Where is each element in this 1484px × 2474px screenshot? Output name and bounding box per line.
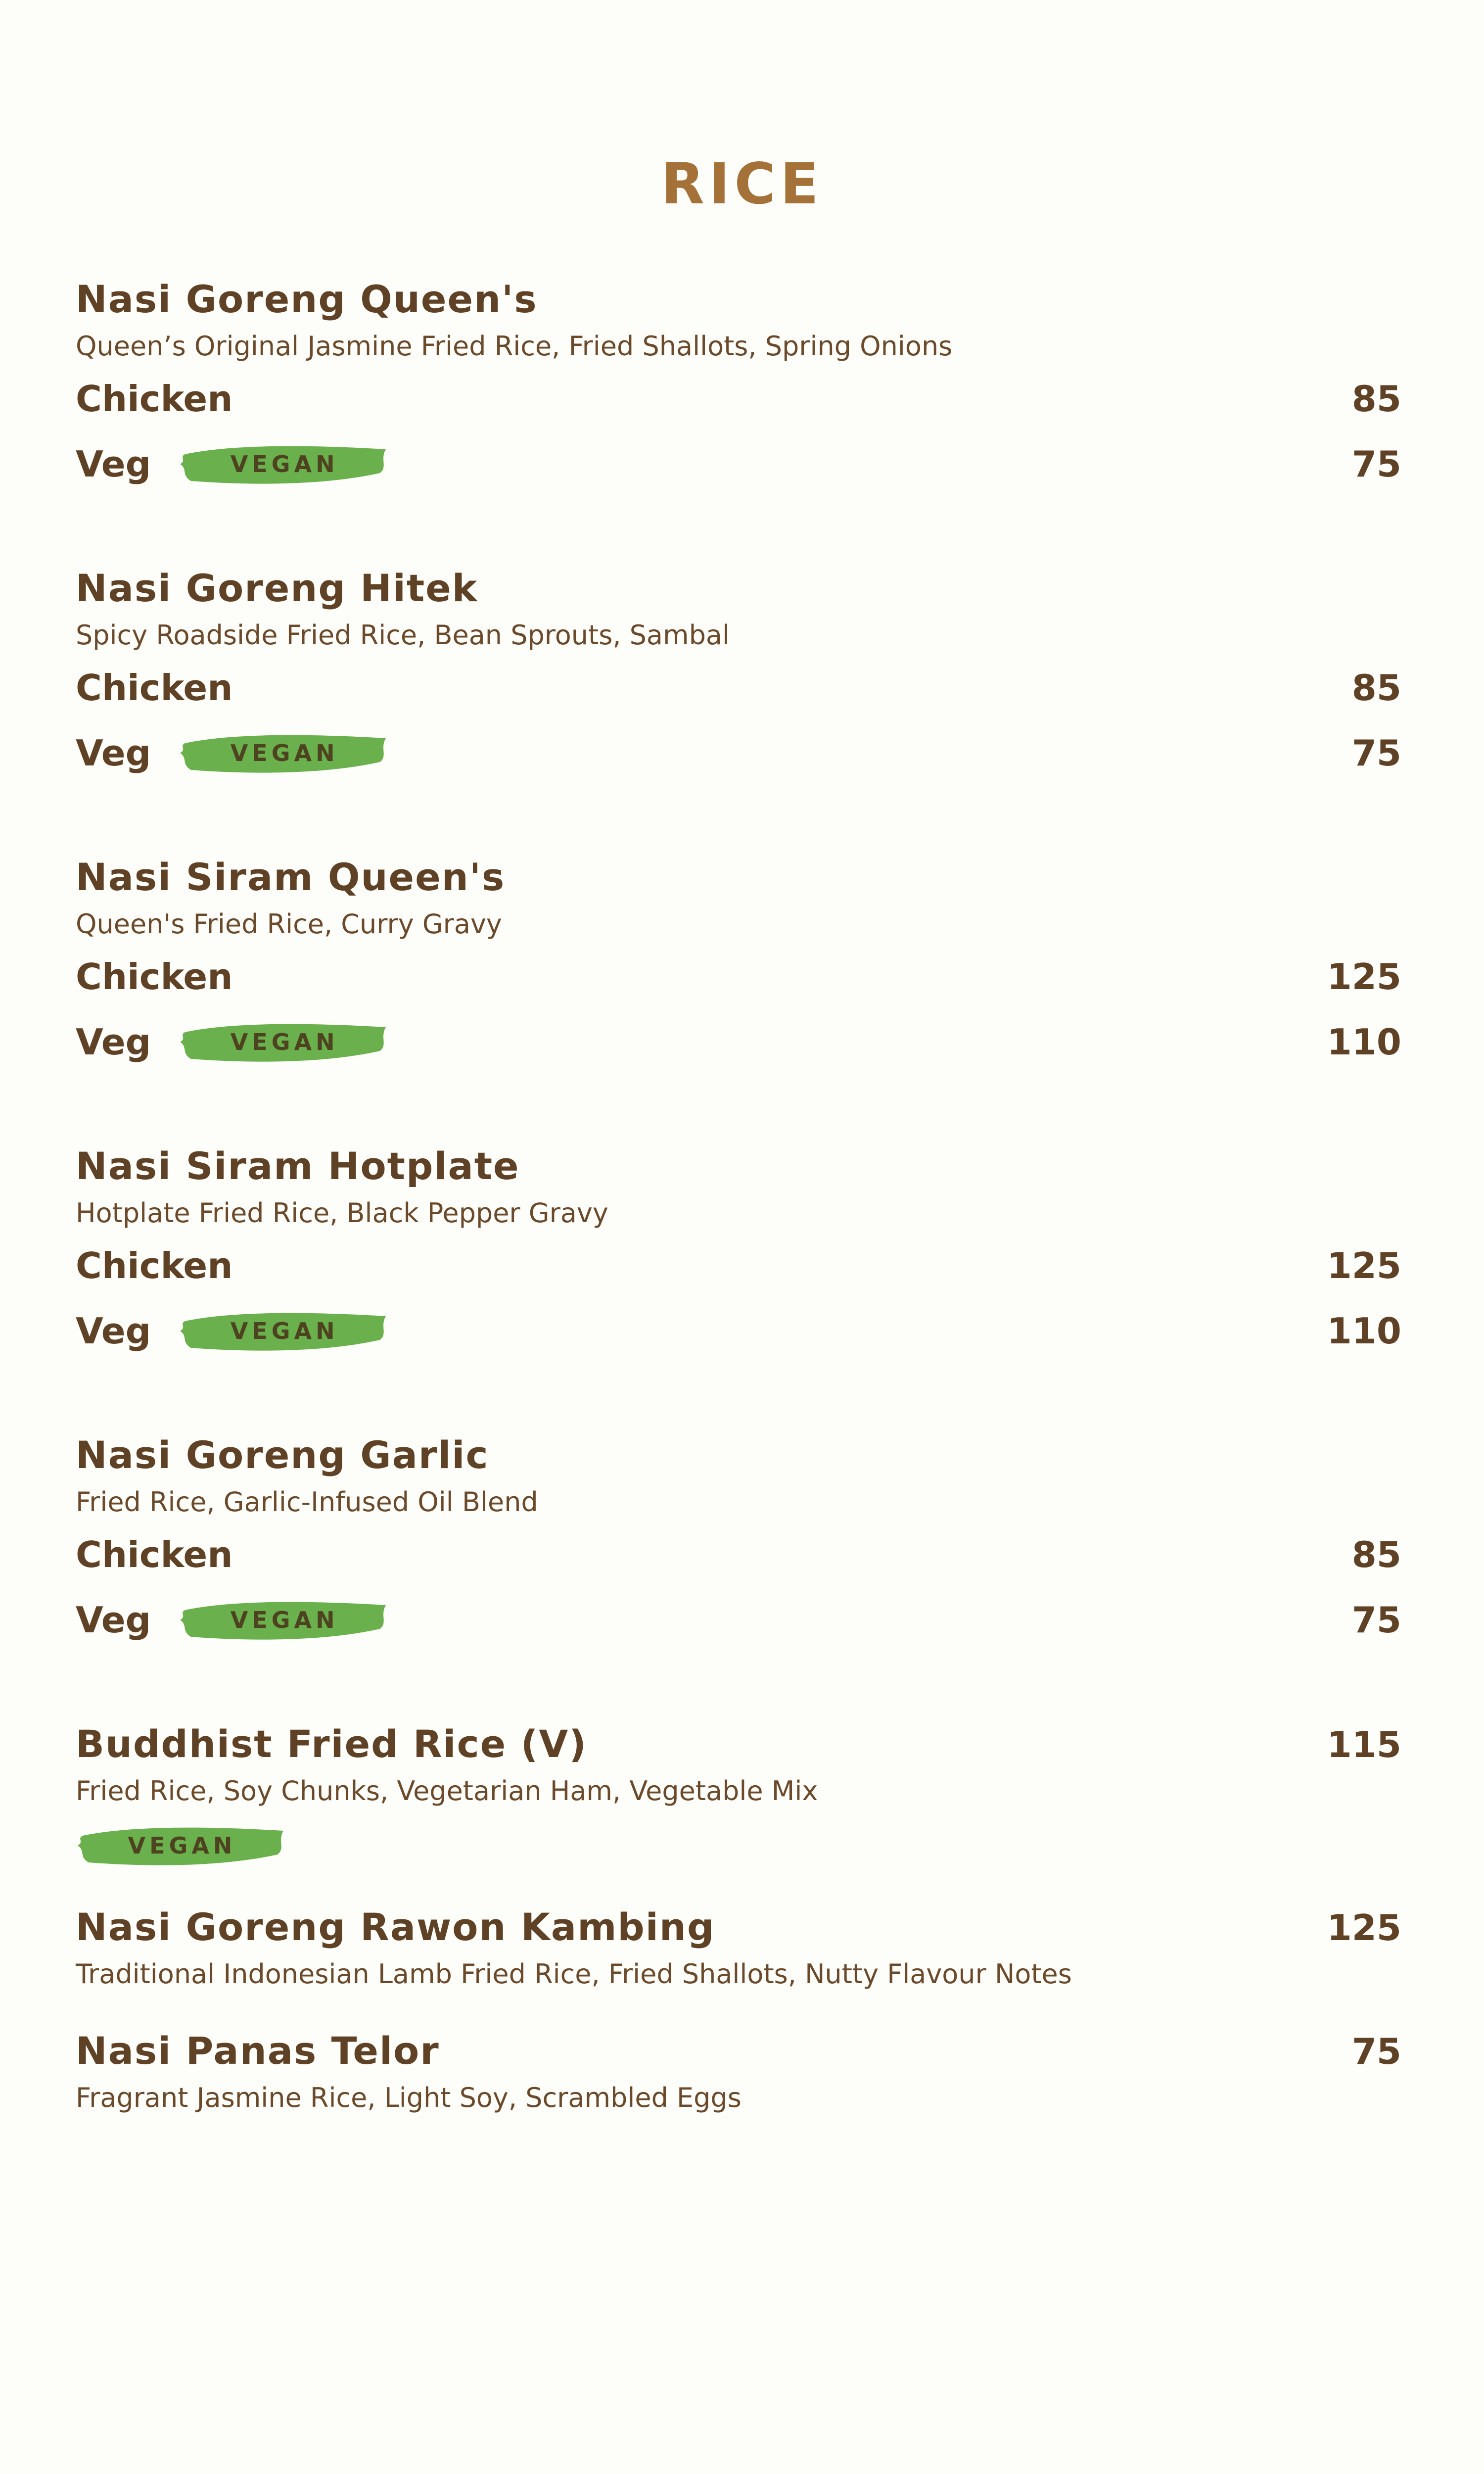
variant-price: 85 <box>1351 667 1401 709</box>
variant-price: 85 <box>1351 1534 1401 1575</box>
menu-item <box>76 2029 1401 2118</box>
variant-name: Chicken <box>76 1534 233 1575</box>
item-name: Nasi Goreng Hitek <box>76 566 478 610</box>
item-header <box>76 1722 1401 1771</box>
item-header <box>76 1905 1401 1954</box>
vegan-badge: VEGAN <box>178 728 391 778</box>
item-name: Nasi Siram Hotplate <box>76 1144 520 1188</box>
variant-name: Veg <box>76 1310 151 1352</box>
menu-item <box>76 1905 1401 1994</box>
variant-row <box>76 1522 1401 1587</box>
variant-price: 110 <box>1327 1021 1401 1063</box>
menu-item <box>76 855 1401 1075</box>
menu-item <box>76 1722 1401 1870</box>
item-name: Nasi Goreng Garlic <box>76 1433 489 1477</box>
item-name: Nasi Siram Queen's <box>76 855 506 899</box>
item-price: 125 <box>1327 1907 1401 1949</box>
variant-price: 125 <box>1327 1245 1401 1286</box>
vegan-badge: VEGAN <box>178 1306 391 1356</box>
item-description: Queen’s Original Jasmine Fried Rice, Fried Shallots, Spring Onions <box>76 331 953 362</box>
variant-name: Veg <box>76 1021 151 1063</box>
variant-price: 85 <box>1351 378 1401 420</box>
item-name: Nasi Goreng Rawon Kambing <box>76 1905 715 1949</box>
variant-row <box>76 366 1401 431</box>
variant-price: 75 <box>1351 1599 1401 1641</box>
item-name: Nasi Panas Telor <box>76 2029 440 2073</box>
item-header <box>76 277 1401 327</box>
vegan-badge: VEGAN <box>76 1821 288 1870</box>
variant-row <box>76 1009 1401 1075</box>
item-description: Spicy Roadside Fried Rice, Bean Sprouts, Sambal <box>76 619 730 651</box>
variant-price: 75 <box>1351 732 1401 774</box>
variant-price: 125 <box>1327 956 1401 998</box>
item-description: Hotplate Fried Rice, Black Pepper Gravy <box>76 1197 608 1229</box>
variant-price: 110 <box>1327 1310 1401 1352</box>
item-header <box>76 566 1401 616</box>
variant-row <box>76 655 1401 720</box>
item-price: 75 <box>1351 2031 1401 2072</box>
item-header <box>76 855 1401 904</box>
item-price: 115 <box>1327 1724 1401 1765</box>
item-header <box>76 2029 1401 2078</box>
item-header <box>76 1433 1401 1482</box>
vegan-badge: VEGAN <box>178 1595 391 1645</box>
variant-row <box>76 1233 1401 1298</box>
variant-name: Veg <box>76 443 151 485</box>
item-name: Buddhist Fried Rice (V) <box>76 1722 587 1766</box>
menu-item <box>76 1144 1401 1364</box>
menu-list <box>76 277 1401 2118</box>
item-description: Fragrant Jasmine Rice, Light Soy, Scrambled Eggs <box>76 2082 742 2113</box>
item-name: Nasi Goreng Queen's <box>76 277 538 321</box>
page-title: RICE <box>661 151 823 217</box>
item-header <box>76 1144 1401 1193</box>
item-description: Fried Rice, Garlic-Infused Oil Blend <box>76 1486 538 1518</box>
variant-name: Veg <box>76 1599 151 1641</box>
variant-row <box>76 1298 1401 1364</box>
variant-row <box>76 944 1401 1009</box>
variant-name: Chicken <box>76 1245 233 1286</box>
item-description: Traditional Indonesian Lamb Fried Rice, Fried Shallots, Nutty Flavour Notes <box>76 1958 1072 1990</box>
item-description: Fried Rice, Soy Chunks, Vegetarian Ham, Vegetable Mix <box>76 1775 818 1807</box>
menu-item <box>76 1433 1401 1653</box>
variant-price: 75 <box>1351 443 1401 485</box>
variant-name: Chicken <box>76 956 233 998</box>
variant-row <box>76 1587 1401 1653</box>
variant-row <box>76 431 1401 497</box>
variant-row <box>76 720 1401 786</box>
vegan-badge: VEGAN <box>178 1017 391 1067</box>
vegan-badge: VEGAN <box>178 439 391 489</box>
variant-name: Veg <box>76 732 151 774</box>
item-description: Queen's Fried Rice, Curry Gravy <box>76 908 502 940</box>
variant-name: Chicken <box>76 378 233 420</box>
menu-item <box>76 277 1401 497</box>
menu-item <box>76 566 1401 786</box>
variant-name: Chicken <box>76 667 233 709</box>
